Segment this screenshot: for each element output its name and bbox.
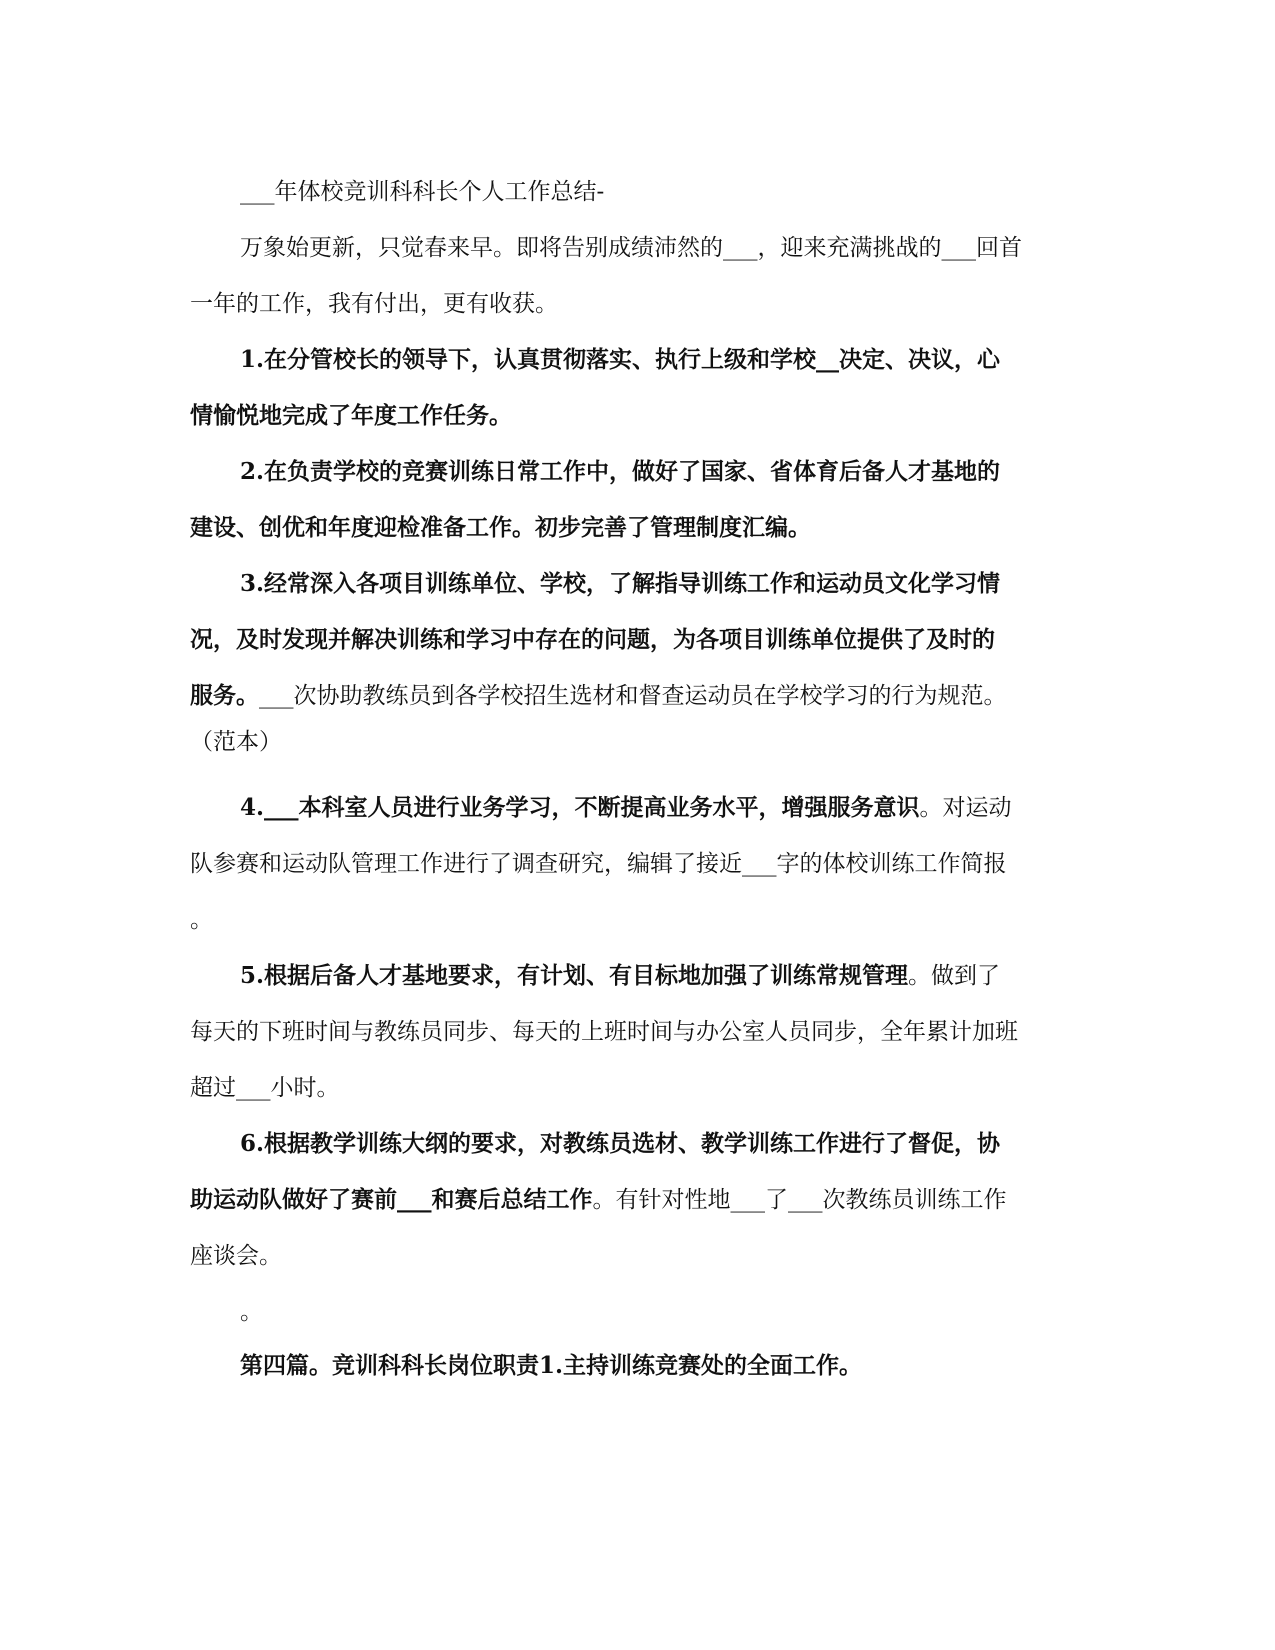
item-6-line-2-bold: 助运动队做好了赛前___和赛后总结工作 (190, 1186, 593, 1213)
item-3-line-3-plain: ___次协助教练员到各学校招生选材和督查运动员在学校学习的行为规范。 (259, 683, 1007, 709)
item-3-line-3-bold: 服务。 (190, 682, 259, 709)
item-5-line-1-bold: 5.根据后备人才基地要求，有计划、有目标地加强了训练常规管理 (240, 962, 909, 989)
item-1-line-1: 1.在分管校长的领导下，认真贯彻落实、执行上级和学校__决定、决议，心 (240, 346, 1001, 373)
item-6-line-2-plain: 。有针对性地___了___次教练员训练工作 (592, 1187, 1007, 1213)
section-4-heading: 第四篇。竞训科科长岗位职责1.主持训练竞赛处的全面工作。 (240, 1352, 863, 1379)
item-5-line-3: 超过___小时。 (190, 1075, 340, 1101)
item-3-line-4: （范本） (190, 729, 282, 755)
item-3-line-2: 况，及时发现并解决训练和学习中存在的问题，为各项目训练单位提供了及时的 (190, 626, 995, 653)
item-6-line-2 (190, 1180, 1007, 1220)
item-2-line-1: 2.在负责学校的竞赛训练日常工作中，做好了国家、省体育后备人才基地的 (240, 458, 1001, 485)
item-2-line-2: 建设、创优和年度迎检准备工作。初步完善了管理制度汇编。 (190, 514, 811, 541)
item-4-line-1-plain: 。对运动 (919, 795, 1012, 821)
item-3-line-3 (190, 676, 1007, 716)
item-6-line-3: 座谈会。 (190, 1243, 282, 1269)
item-5-line-1 (240, 956, 1000, 996)
item-6-line-1: 6.根据教学训练大纲的要求，对教练员选材、教学训练工作进行了督促，协 (240, 1130, 1001, 1157)
intro-line-1: 万象始更新，只觉春来早。即将告别成绩沛然的___，迎来充满挑战的___回首 (240, 235, 1022, 261)
document-title: ___年体校竞训科科长个人工作总结- (240, 179, 605, 205)
item-3-line-1: 3.经常深入各项目训练单位、学校，了解指导训练工作和运动员文化学习情 (240, 570, 1001, 597)
intro-line-2: 一年的工作，我有付出，更有收获。 (190, 291, 558, 317)
period-line: 。 (240, 1299, 263, 1325)
item-4-line-2: 队参赛和运动队管理工作进行了调查研究，编辑了接近___字的体校训练工作简报 (190, 851, 1007, 877)
item-4-line-1 (240, 788, 1012, 828)
item-5-line-2: 每天的下班时间与教练员同步、每天的上班时间与办公室人员同步，全年累计加班 (190, 1019, 1018, 1045)
item-5-line-1-plain: 。做到了 (908, 963, 1001, 989)
item-4-line-3: 。 (190, 907, 213, 933)
item-4-line-1-bold: 4.___本科室人员进行业务学习，不断提高业务水平，增强服务意识 (240, 794, 920, 821)
item-1-line-2: 情愉悦地完成了年度工作任务。 (190, 402, 512, 429)
